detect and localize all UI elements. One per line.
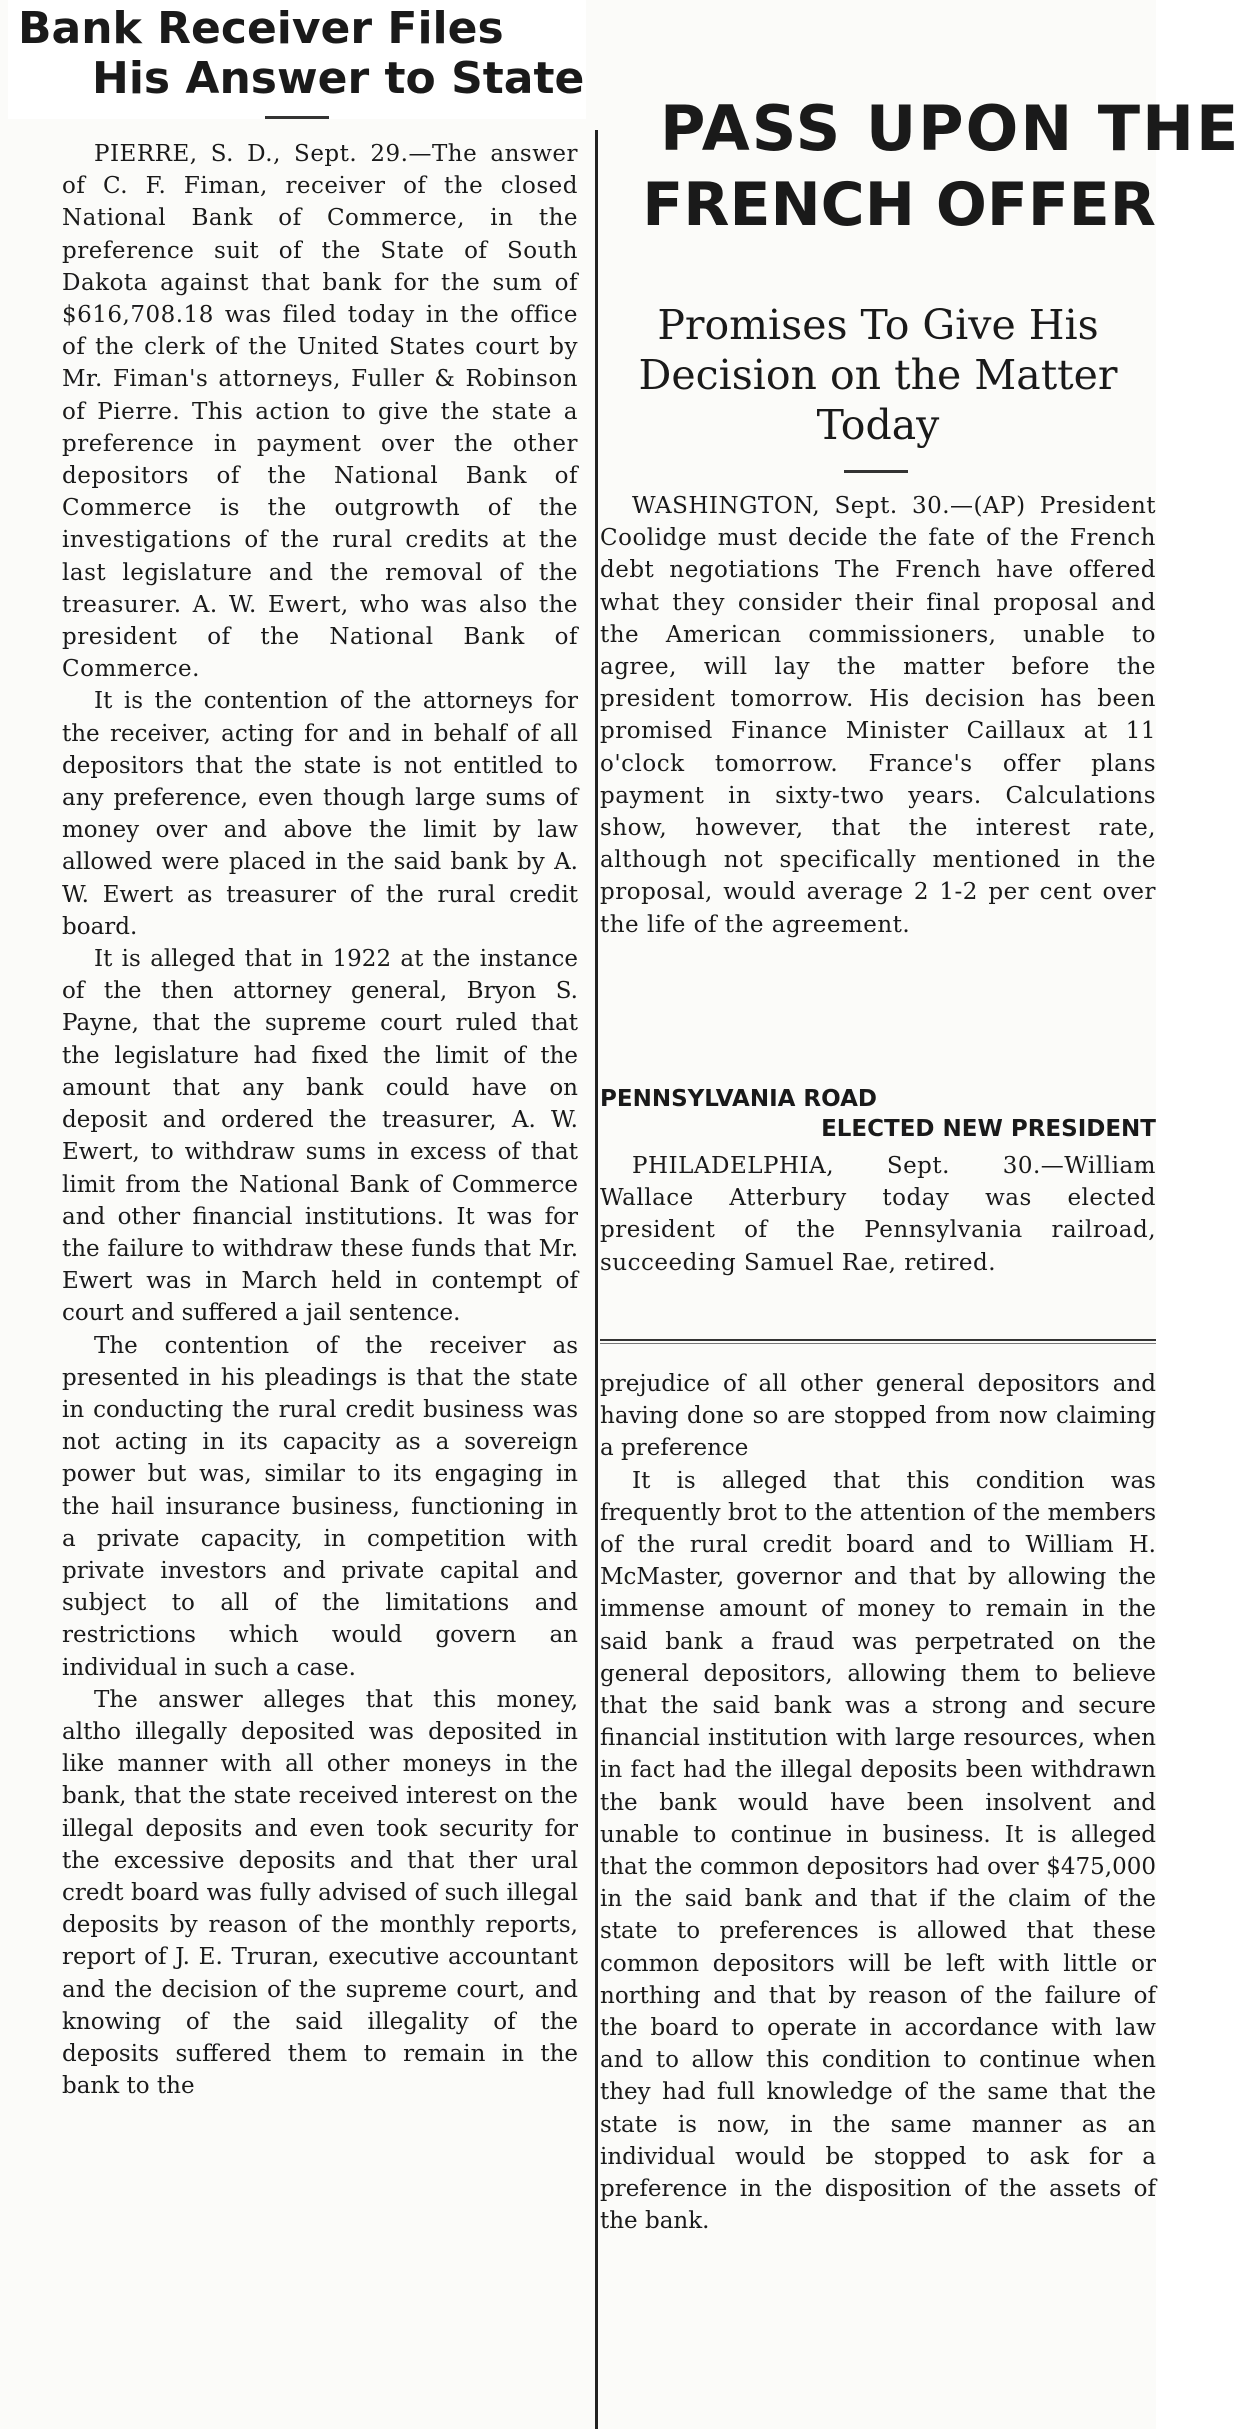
article-paragraph: It is alleged that in 1922 at the instance of the then attorney general, Bryon S. Payne, that the supreme court ruled that the legislature had fixed the limit of the amount that any bank could have on deposit and ordered the treasurer, A. W. Ewert, to withdraw sums in excess of that limit from the National Bank of Commerce and other financial institutions. It was for the failure to withdraw these funds that Mr. Ewert was in March held in contempt of court and suffered a jail sentence.: [62, 946, 578, 1327]
article-paragraph: PHILADELPHIA, Sept. 30.—William Wallace Atterbury today was elected president of the Pennsylvania railroad, succeeding Samuel Rae, retired.: [600, 1153, 1156, 1276]
article-paragraph: prejudice of all other general depositors and having done so are stopped from now claiming a preference: [600, 1371, 1156, 1462]
french-article-body: [600, 490, 1156, 941]
partial-headline-text: PASS UPON THE: [660, 92, 1240, 165]
subheadline: Promises To Give His Decision on the Matter Today: [638, 301, 1118, 449]
article-paragraph: The contention of the receiver as presented in his pleadings is that the state in conducting the rural credit business was not acting in its capacity as a sovereign power but was, similar to its engaging in the hail insurance business, functioning in a private capacity, in competition with private investors and private capital and subject to all of the limitations and restrictions which would govern an individual in such a case.: [62, 1332, 578, 1681]
subheadline-divider: [844, 470, 908, 473]
section-divider-thin: [600, 1343, 1156, 1344]
penn-article-body: [600, 1150, 1156, 1279]
continuation-body: [600, 1368, 1156, 2237]
article-paragraph: The answer alleges that this money, altho illegally deposited was deposited in like manner with all other moneys in the bank, that the state received interest on the illegal deposits and even took security for the excessive deposits and that ther ural credt board was fully advised of such illegal deposits by reason of the monthly reports, report of J. E. Truran, executive accountant and the decision of the supreme court, and knowing of the said illegality of the deposits suffered them to remain in the bank to the: [62, 1686, 578, 2100]
article-paragraph: It is the contention of the attorneys for the receiver, acting for and in behalf of all depositors that the state is not entitled to any preference, even though large sums of money over and above the limit by law allowed were placed in the said bank by A. W. Ewert as treasurer of the rural credit board.: [62, 688, 578, 940]
article-paragraph: PIERRE, S. D., Sept. 29.—The answer of C. F. Fiman, receiver of the closed National Bank of Commerce, in the preference suit of the State of South Dakota against that bank for the sum of $616,708.18 was filed today in the office of the clerk of the United States court by Mr. Fiman's attorneys, Fuller & Robinson of Pierre. This action to give the state a preference in payment over the other depositors of the National Bank of Commerce is the outgrowth of the investigations of the rural credits at the last legislature and the removal of the treasurer. A. W. Ewert, who was also the president of the National Bank of Commerce.: [62, 141, 578, 683]
penn-headline-line-2: ELECTED NEW PRESIDENT: [821, 1116, 1156, 1142]
left-column: [8, 0, 586, 2429]
article-paragraph: It is alleged that this condition was frequently brot to the attention of the members of the rural credit board and to William H. McMaster, governor and that by allowing the immense amount of money to remain in the said bank a fraud was perpetrated on the general depositors, allowing them to believe that the said bank was a strong and secure financial institution with large resources, when in fact had the illegal deposits been withdrawn the bank would have been insolvent and unable to continue in business. It is alleged that the common depositors had over $475,000 in the said bank and that if the claim of the state to preferences is allowed that these common depositors will be left with little or northing and that by reason of the failure of the board to operate in accordance with law and to allow this condition to continue when they had full knowledge of the same that the state is now, in the same manner as an individual would be stopped to ask for a preference in the disposition of the assets of the bank.: [600, 1467, 1156, 2235]
headline-line-2: His Answer to State: [92, 53, 585, 104]
penn-headline: [600, 1084, 1156, 1144]
section-divider: [600, 1339, 1156, 1341]
column-rule: [595, 130, 598, 2429]
partial-headline-cropped: [660, 92, 1240, 166]
headline-line-1: Bank Receiver Files: [18, 3, 504, 54]
penn-headline-line-1: PENNSYLVANIA ROAD: [600, 1086, 877, 1112]
french-offer-headline: FRENCH OFFER: [642, 170, 1156, 240]
article-paragraph: WASHINGTON, Sept. 30.—(AP) President Coolidge must decide the fate of the French debt negotiations The French have offered what they consider their final proposal and the American commissioners, unable to agree, will lay the matter before the president tomorrow. His decision has been promised Finance Minister Caillaux at 11 o'clock tomorrow. France's offer plans payment in sixty-two years. Calculations show, however, that the interest rate, although not specifically mentioned in the proposal, would average 2 1-2 per cent over the life of the agreement.: [600, 493, 1156, 938]
left-article-body: [62, 138, 578, 2102]
